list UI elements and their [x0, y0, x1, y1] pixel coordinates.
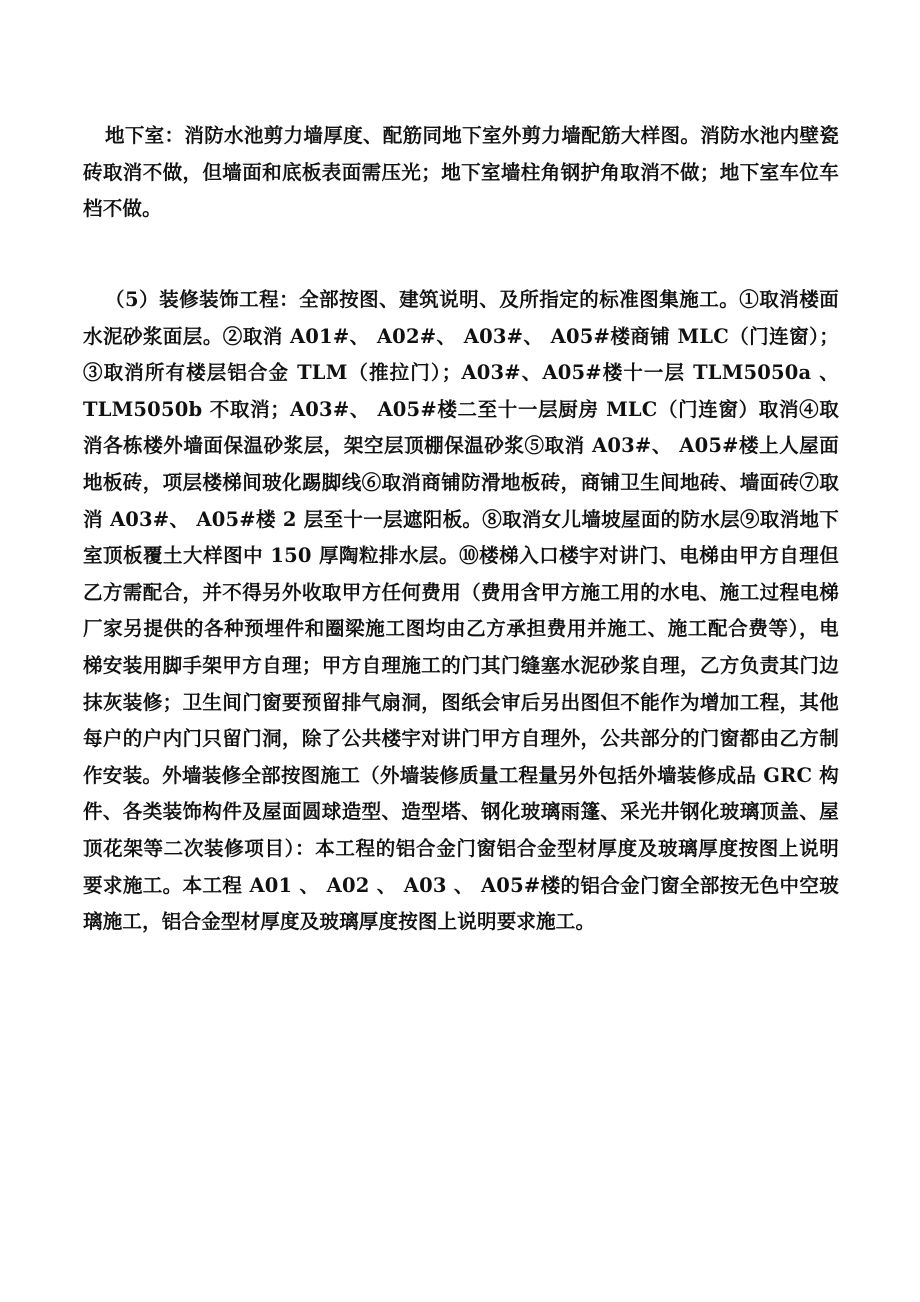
paragraph-basement: 地下室：消防水池剪力墙厚度、配筋同地下室外剪力墙配筋大样图。消防水池内壁瓷砖取消不做，但墙面和底板表面需压光；地下室墙柱角钢护角取消不做；地下室车位车档不做。 [83, 124, 839, 221]
paragraph-decoration-works: （5）装修装饰工程：全部按图、建筑说明、及所指定的标准图集施工。①取消楼面水泥砂浆面层。②取消 A01#、 A02#、 A03#、 A05#楼商铺 MLC（门连窗）；③取消所有楼层铝合金 TLM（推拉门）；A03#、A05#楼十一层 TLM5050a 、 TLM5050b 不取消；A03#、 A05#楼二至十一层厨房 MLC（门连窗）取消④取消各栋楼外墙面保温砂浆层，架空层顶棚保温砂浆⑤取消 A03#、 A05#楼上人屋面地板砖，项层楼梯间玻化踢脚线⑥取消商铺防滑地板砖，商铺卫生间地砖、墙面砖⑦取消 A03#、 A05#楼 2 层至十一层遮阳板。⑧取消女儿墙坡屋面的防水层⑨取消地下室顶板覆土大样图中 150 厚陶粒排水层。⑩楼梯入口楼宇对讲门、电梯由甲方自理但乙方需配合，并不得另外收取甲方任何费用（费用含甲方施工用的水电、施工过程电梯厂家另提供的各种预埋件和圈梁施工图均由乙方承担费用并施工、施工配合费等），电梯安装用脚手架甲方自理；甲方自理施工的门其门缝塞水泥砂浆自理，乙方负责其门边抹灰装修；卫生间门窗要预留排气扇洞，图纸会审后另出图但不能作为增加工程，其他每户的户内门只留门洞，除了公共楼宇对讲门甲方自理外，公共部分的门窗都由乙方制作安装。外墙装修全部按图施工（外墙装修质量工程量另外包括外墙装修成品 GRC 构件、各类装饰构件及屋面圆球造型、造型塔、钢化玻璃雨篷、采光井钢化玻璃顶盖、屋顶花架等二次装修项目）：本工程的铝合金门窗铝合金型材厚度及玻璃厚度按图上说明要求施工。本工程 A01 、 A02 、 A03 、 A05#楼的铝合金门窗全部按无色中空玻璃施工，铝合金型材厚度及玻璃厚度按图上说明要求施工。 [83, 288, 839, 934]
